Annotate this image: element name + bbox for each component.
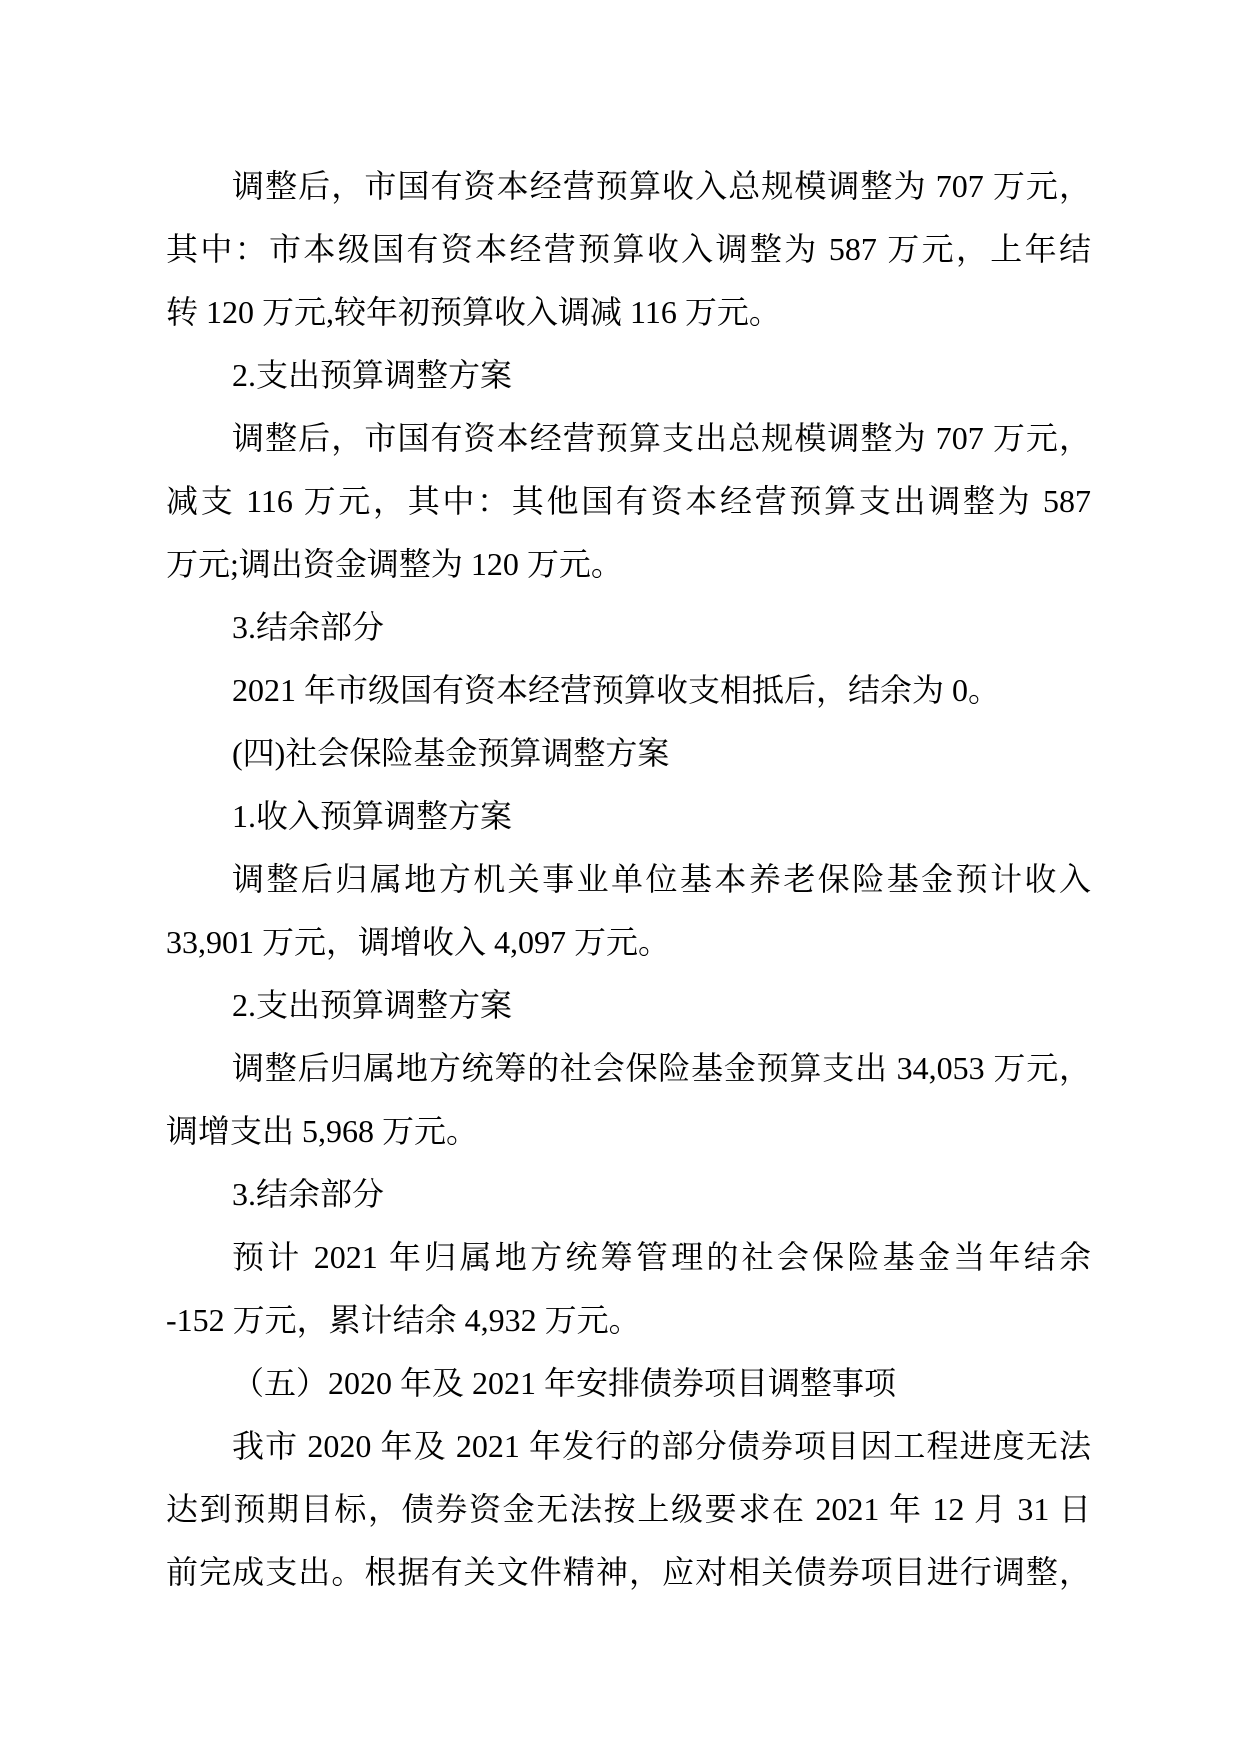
paragraph [166,407,1091,596]
paragraph [166,1163,1091,1226]
text-line: 1.收入预算调整方案 [232,798,513,834]
text-line: 前完成支出。根据有关文件精神，应对相关债券项目进行调整， [166,1554,1091,1590]
text-line: 调增支出 5,968 万元。 [166,1113,479,1149]
text-line: 其中：市本级国有资本经营预算收入调整为 587 万元，上年结 [166,231,1091,267]
paragraph [166,1352,1091,1415]
text-line: 调整后归属地方机关事业单位基本养老保险基金预计收入 [232,861,1091,897]
paragraph [166,1037,1091,1163]
paragraph [166,848,1091,974]
paragraph [166,722,1091,785]
text-line: 2021 年市级国有资本经营预算收支相抵后，结余为 0。 [232,672,1001,708]
paragraph [166,1226,1091,1352]
paragraph [166,155,1091,344]
text-line: 33,901 万元，调增收入 4,097 万元。 [166,924,671,960]
text-line: 调整后，市国有资本经营预算收入总规模调整为 707 万元， [232,168,1091,204]
paragraph [166,596,1091,659]
text-line: 转 120 万元,较年初预算收入调减 116 万元。 [166,294,781,330]
paragraph [166,785,1091,848]
paragraph [166,659,1091,722]
text-line: -152 万元，累计结余 4,932 万元。 [166,1302,641,1338]
text-line: （五）2020 年及 2021 年安排债券项目调整事项 [232,1365,897,1401]
paragraph [166,344,1091,407]
text-line: 2.支出预算调整方案 [232,357,513,393]
text-line: 我市 2020 年及 2021 年发行的部分债券项目因工程进度无法 [232,1428,1091,1464]
text-line: 达到预期目标，债券资金无法按上级要求在 2021 年 12 月 31 日 [166,1491,1091,1527]
text-line: (四)社会保险基金预算调整方案 [232,735,670,771]
text-line: 2.支出预算调整方案 [232,987,513,1023]
text-line: 预计 2021 年归属地方统筹管理的社会保险基金当年结余 [232,1239,1091,1275]
paragraph [166,1415,1091,1604]
paragraph [166,974,1091,1037]
text-line: 3.结余部分 [232,609,385,645]
text-line: 3.结余部分 [232,1176,385,1212]
text-line: 调整后，市国有资本经营预算支出总规模调整为 707 万元， [232,420,1091,456]
text-line: 调整后归属地方统筹的社会保险基金预算支出 34,053 万元， [232,1050,1091,1086]
text-line: 万元;调出资金调整为 120 万元。 [166,546,623,582]
text-line: 减支 116 万元，其中：其他国有资本经营预算支出调整为 587 [166,483,1091,519]
document-body [166,155,1091,1604]
